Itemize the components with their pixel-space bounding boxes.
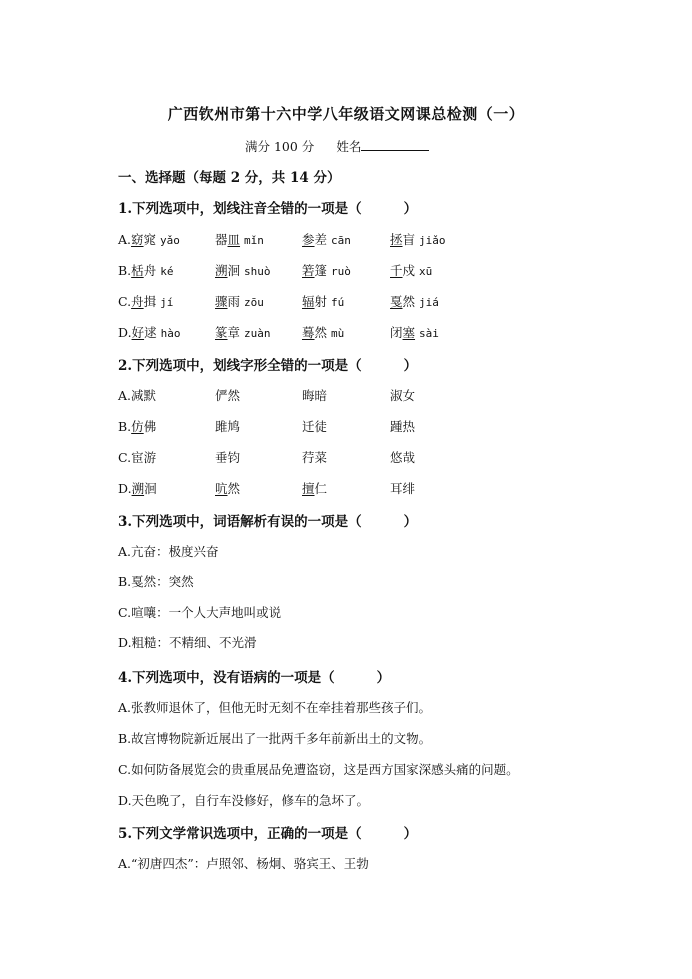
- word-suffix: 窕: [143, 232, 157, 247]
- question-2-option-d-item-4: [390, 479, 415, 497]
- word-suffix: 揖: [143, 294, 157, 309]
- word-suffix: 淑女: [390, 388, 416, 403]
- word-prefix: 器: [215, 232, 228, 247]
- pinyin: hào: [160, 327, 181, 340]
- underlined-character: 辐: [302, 294, 315, 309]
- question-2-option-c-item-2: [215, 448, 240, 466]
- question-2-option-a-item-3: [302, 386, 327, 404]
- question-2-option-a-item-1: [118, 386, 156, 404]
- underlined-character: 参: [302, 232, 315, 247]
- word-suffix: 戍: [402, 263, 416, 278]
- underlined-character: 吭: [215, 481, 228, 496]
- underlined-character: 好: [131, 325, 145, 340]
- underlined-character: 塞: [402, 325, 416, 340]
- word-suffix: 逑: [144, 325, 157, 340]
- question-3-option-c: C.喧嚷：一个人大声地叫或说: [118, 605, 282, 620]
- underlined-character: 溯: [215, 263, 228, 278]
- word-prefix: C.: [118, 294, 132, 309]
- question-4-option-d: D.天色晚了，自行车没修好，修车的急坏了。: [118, 793, 370, 808]
- pinyin: cān: [331, 234, 351, 247]
- question-4-option-b: B.故宫博物院新近展出了一批两千多年前新出土的文物。: [118, 731, 432, 746]
- pinyin: jiǎo: [419, 234, 446, 247]
- underlined-character: 擅: [302, 481, 315, 496]
- question-1-option-a-item-1: [118, 230, 180, 248]
- word-suffix: 然: [402, 294, 416, 309]
- question-1-option-c-item-3: [302, 292, 344, 310]
- question-1-option-a-item-4: [390, 230, 446, 248]
- question-1-option-b-item-3: [302, 261, 351, 279]
- question-2-option-a-item-4: [390, 386, 415, 404]
- word-suffix: 然: [314, 325, 328, 340]
- question-1-option-d-item-4: [390, 323, 439, 341]
- question-2-option-b-item-4: [390, 417, 415, 435]
- word-suffix: 晦暗: [302, 388, 328, 403]
- name-blank: [361, 137, 429, 151]
- question-5-option-a: A.“初唐四杰”：卢照邻、杨炯、骆宾王、王勃: [118, 856, 369, 871]
- question-1-option-c-item-2: [215, 292, 264, 310]
- word-suffix: 差: [314, 232, 328, 247]
- underlined-character: 窈: [131, 232, 144, 247]
- question-1-option-a-item-3: [302, 230, 351, 248]
- word-suffix: 舟: [143, 263, 157, 278]
- word-suffix: 俨然: [215, 388, 241, 403]
- question-2-option-c-item-1: [118, 448, 156, 466]
- pinyin: mǐn: [244, 234, 264, 247]
- full-score: 满分 100 分: [245, 139, 315, 154]
- word-suffix: 耳绯: [390, 481, 416, 496]
- pinyin: yǎo: [160, 234, 180, 247]
- underlined-character: 皿: [227, 232, 241, 247]
- word-prefix: D.: [118, 325, 132, 340]
- word-suffix: 迁徒: [302, 419, 328, 434]
- word-suffix: 雎鸠: [215, 419, 241, 434]
- word-suffix: 踵热: [390, 419, 416, 434]
- pinyin: mù: [331, 327, 345, 340]
- word-suffix: 射: [314, 294, 328, 309]
- question-2-option-b-item-3: [302, 417, 327, 435]
- question-2-option-a-item-2: [215, 386, 240, 404]
- score-and-name-line: [245, 137, 429, 155]
- question-5-stem: 5.下列文学常识选项中，正确的一项是（ ）: [118, 826, 418, 842]
- question-3-option-b: B.戛然：突然: [118, 574, 194, 589]
- word-suffix: 佛: [143, 419, 157, 434]
- pinyin: ruò: [331, 265, 351, 278]
- word-suffix: 荇菜: [302, 450, 328, 465]
- question-4-stem: 4.下列选项中，没有语病的一项是（ ）: [118, 670, 391, 686]
- word-suffix: 洄: [227, 263, 241, 278]
- pinyin: xū: [419, 265, 433, 278]
- question-2-option-c-item-4: [390, 448, 415, 466]
- question-2-option-d-item-1: [118, 479, 157, 497]
- word-suffix: 然: [227, 481, 241, 496]
- word-suffix: 悠哉: [390, 450, 416, 465]
- question-1-option-d-item-3: [302, 323, 344, 341]
- section-heading: 一、选择题（每题 2 分，共 14 分）: [118, 170, 341, 186]
- word-suffix: 篷: [314, 263, 328, 278]
- question-2-option-d-item-3: [302, 479, 327, 497]
- underlined-character: 舟: [131, 294, 144, 309]
- word-prefix: B.: [118, 263, 132, 278]
- underlined-character: 蓦: [302, 325, 315, 340]
- underlined-character: 箬: [302, 263, 315, 278]
- question-1-stem: 1.下列选项中，划线注音全错的一项是（ ）: [118, 201, 418, 217]
- underlined-character: 仿: [131, 419, 144, 434]
- question-1-option-a-item-2: [215, 230, 264, 248]
- word-prefix: B.: [118, 419, 132, 434]
- word-suffix: 仁: [314, 481, 328, 496]
- question-2-option-c-item-3: [302, 448, 327, 466]
- question-3-option-a: A.亢奋：极度兴奋: [118, 544, 219, 559]
- question-1-option-c-item-1: [118, 292, 173, 310]
- question-1-option-c-item-4: [390, 292, 439, 310]
- underlined-character: 篆: [215, 325, 228, 340]
- question-3-stem: 3.下列选项中，词语解析有误的一项是（ ）: [118, 514, 418, 530]
- word-prefix: A.: [118, 388, 132, 403]
- question-2-option-b-item-1: [118, 417, 156, 435]
- word-suffix: 减默: [131, 388, 157, 403]
- pinyin: shuò: [244, 265, 271, 278]
- word-suffix: 垂钧: [215, 450, 241, 465]
- question-1-option-b-item-2: [215, 261, 271, 279]
- question-1-option-d-item-2: [215, 323, 271, 341]
- pinyin: zōu: [244, 296, 264, 309]
- pinyin: jí: [160, 296, 174, 309]
- pinyin: fú: [331, 296, 345, 309]
- word-prefix: A.: [118, 232, 132, 247]
- underlined-character: 溯: [131, 481, 145, 496]
- question-1-option-d-item-1: [118, 323, 180, 341]
- question-2-stem: 2.下列选项中，划线字形全错的一项是（ ）: [118, 358, 418, 374]
- question-3-option-d: D.粗糙：不精细、不光滑: [118, 635, 257, 650]
- question-1-option-b-item-4: [390, 261, 432, 279]
- word-suffix: 洄: [144, 481, 157, 496]
- word-prefix: C.: [118, 450, 132, 465]
- pinyin: jiá: [419, 296, 439, 309]
- word-prefix: 闭: [390, 325, 403, 340]
- underlined-character: 栝: [131, 263, 144, 278]
- underlined-character: 千: [390, 263, 403, 278]
- pinyin: zuàn: [244, 327, 271, 340]
- word-suffix: 宦游: [131, 450, 157, 465]
- word-suffix: 盲: [402, 232, 416, 247]
- underlined-character: 骤: [215, 294, 228, 309]
- question-2-option-d-item-2: [215, 479, 240, 497]
- question-4-option-a: A.张教师退休了，但他无时无刻不在牵挂着那些孩子们。: [118, 700, 432, 715]
- pinyin: sài: [419, 327, 439, 340]
- word-prefix: D.: [118, 481, 132, 496]
- question-4-option-c: C.如何防备展览会的贵重展品免遭盗窃，这是西方国家深感头痛的问题。: [118, 762, 519, 777]
- word-suffix: 雨: [227, 294, 241, 309]
- question-1-option-b-item-1: [118, 261, 173, 279]
- underlined-character: 戛: [390, 294, 403, 309]
- word-suffix: 章: [227, 325, 241, 340]
- name-label: 姓名: [336, 139, 362, 154]
- question-2-option-b-item-2: [215, 417, 240, 435]
- pinyin: ké: [160, 265, 174, 278]
- underlined-character: 拯: [390, 232, 403, 247]
- page-title: 广西钦州市第十六中学八年级语文网课总检测（一）: [167, 105, 525, 123]
